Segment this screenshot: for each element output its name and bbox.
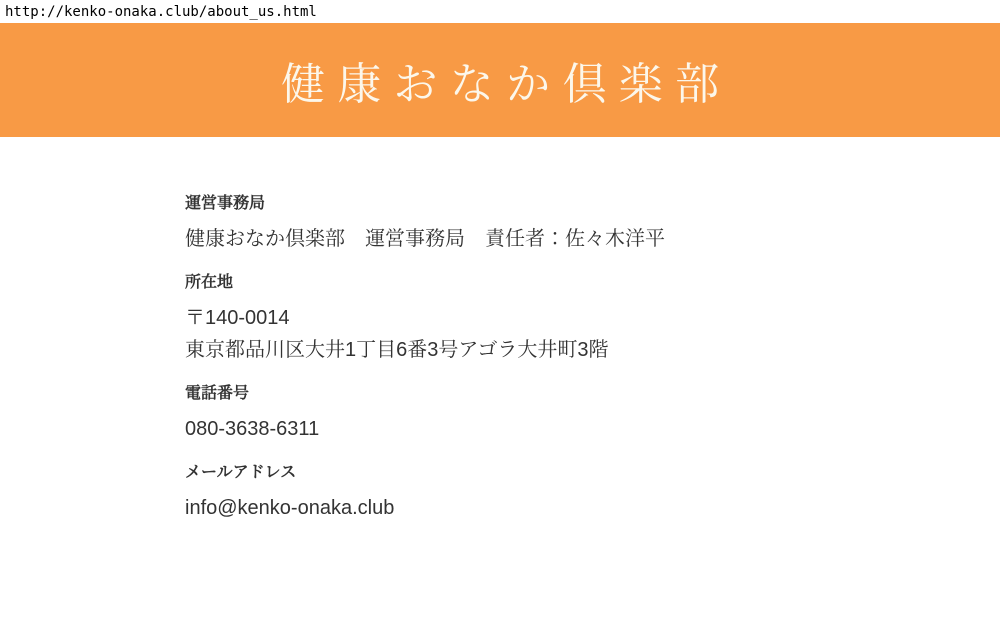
section-email	[185, 461, 815, 524]
section-phone	[185, 382, 815, 445]
section-heading: 所在地	[185, 274, 234, 291]
section-line: 健康おなか倶楽部 運営事務局 責任者：佐々木洋平	[185, 228, 665, 250]
phone-number-line: 080-3638-6311	[185, 418, 320, 440]
postal-code-line: 〒140-0014	[185, 307, 290, 329]
page-header	[0, 23, 1000, 137]
section-operating-office	[185, 192, 815, 255]
about-content	[185, 137, 815, 524]
section-address	[185, 271, 815, 366]
street-address-line: 東京都品川区大井1丁目6番3号アゴラ大井町3階	[185, 339, 609, 361]
section-heading: 運営事務局	[185, 195, 266, 212]
page-title: 健康おなか倶楽部	[280, 60, 732, 109]
section-heading: 電話番号	[185, 385, 250, 402]
section-heading: メールアドレス	[185, 464, 297, 481]
email-address-line: info@kenko-onaka.club	[185, 497, 395, 519]
url-text: http://kenko-onaka.club/about_us.html	[5, 4, 317, 20]
